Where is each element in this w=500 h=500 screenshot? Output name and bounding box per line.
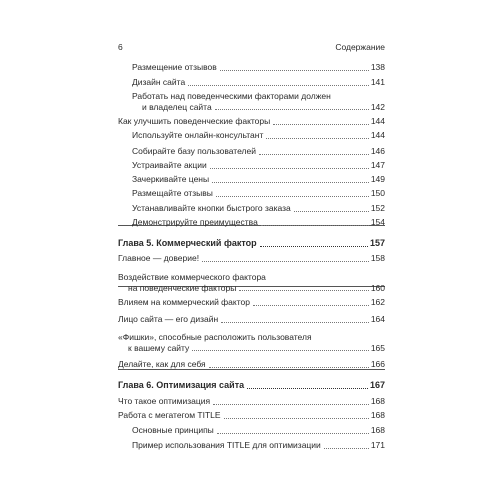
toc-entry[interactable] bbox=[118, 425, 385, 436]
dot-leader bbox=[260, 246, 368, 247]
dot-leader bbox=[261, 225, 369, 226]
toc-page-number: 164 bbox=[370, 314, 385, 324]
page-header bbox=[118, 42, 385, 54]
toc-page-number: 144 bbox=[370, 130, 385, 140]
toc-page-number: 167 bbox=[369, 380, 385, 390]
toc-entry-title: Зачеркивайте цены bbox=[132, 174, 210, 184]
toc-entry-title: Демонстрируйте преимущества bbox=[132, 217, 258, 227]
dot-leader bbox=[239, 290, 368, 291]
toc-page-number: 157 bbox=[369, 238, 385, 248]
dot-leader bbox=[217, 433, 369, 434]
toc-entry[interactable] bbox=[118, 359, 385, 370]
dot-leader bbox=[209, 367, 369, 368]
toc-chapter-entry[interactable] bbox=[118, 380, 385, 391]
toc-entry[interactable] bbox=[118, 91, 385, 112]
dot-leader bbox=[266, 138, 368, 139]
toc-entry[interactable] bbox=[118, 314, 385, 325]
dot-leader bbox=[210, 168, 369, 169]
toc-page-number: 138 bbox=[370, 62, 385, 72]
toc-chapter-entry[interactable] bbox=[118, 238, 385, 249]
toc-entry[interactable] bbox=[118, 174, 385, 185]
toc-entry-title: Работа с мегатегом TITLE bbox=[118, 410, 221, 420]
toc-page-number: 171 bbox=[370, 440, 385, 450]
dot-leader bbox=[247, 388, 368, 389]
toc-entry-title: Как улучшить поведенческие факторы bbox=[118, 116, 271, 126]
toc-entry[interactable] bbox=[118, 188, 385, 199]
toc-page-number: 162 bbox=[370, 297, 385, 307]
toc-page-number: 168 bbox=[370, 410, 385, 420]
dot-leader bbox=[220, 70, 369, 71]
dot-leader bbox=[253, 305, 369, 306]
dot-leader bbox=[216, 196, 369, 197]
toc-page-number: 152 bbox=[370, 203, 385, 213]
toc-entry[interactable] bbox=[118, 77, 385, 88]
dot-leader bbox=[294, 211, 369, 212]
toc-entry-title: Работать над поведенческими факторами должен bbox=[132, 91, 331, 101]
page-number: 6 bbox=[118, 42, 123, 52]
toc-entry-title: Устраивайте акции bbox=[132, 160, 207, 170]
dot-leader bbox=[188, 85, 369, 86]
toc-entry-title: Что такое оптимизация bbox=[118, 396, 211, 406]
toc-entry[interactable] bbox=[118, 410, 385, 421]
toc-page-number: 146 bbox=[370, 146, 385, 156]
toc-entry[interactable] bbox=[118, 253, 385, 264]
toc-entry[interactable] bbox=[118, 297, 385, 308]
toc-entry-title: на поведенческие факторы bbox=[128, 282, 237, 293]
toc-entry-title: Глава 6. Оптимизация сайта bbox=[118, 380, 245, 390]
toc-entry-title: Основные принципы bbox=[132, 425, 214, 435]
toc-entry-title: Собирайте базу пользователей bbox=[132, 146, 256, 156]
toc-entry-title: к вашему сайту bbox=[128, 342, 190, 353]
dot-leader bbox=[221, 322, 369, 323]
toc-entry[interactable] bbox=[118, 217, 385, 228]
toc-entry-title: Дизайн сайта bbox=[132, 77, 186, 87]
toc-entry-title: Используйте онлайн-консультант bbox=[132, 130, 264, 140]
toc-page-number: 160 bbox=[370, 282, 385, 293]
toc-entry-title: Пример использования TITLE для оптимизации bbox=[132, 440, 321, 450]
toc-entry[interactable] bbox=[118, 203, 385, 214]
dot-leader bbox=[212, 182, 369, 183]
toc-page-number: 149 bbox=[370, 174, 385, 184]
toc-entry[interactable] bbox=[118, 130, 385, 141]
toc-entry[interactable] bbox=[118, 146, 385, 157]
toc-page-number: 166 bbox=[370, 359, 385, 369]
toc-entry-title: Делайте, как для себя bbox=[118, 359, 206, 369]
toc-page-number: 154 bbox=[370, 217, 385, 227]
dot-leader bbox=[224, 418, 369, 419]
toc-page-number: 141 bbox=[370, 77, 385, 87]
toc-entry[interactable] bbox=[118, 332, 385, 353]
toc-page-number: 168 bbox=[370, 425, 385, 435]
toc-page-number: 168 bbox=[370, 396, 385, 406]
toc-entry-title: Главное — доверие! bbox=[118, 253, 200, 263]
toc-entry-title: и владелец сайта bbox=[142, 101, 212, 112]
toc-entry-title: Устанавливайте кнопки быстрого заказа bbox=[132, 203, 291, 213]
running-header-title: Содержание bbox=[335, 42, 385, 52]
toc-entry[interactable] bbox=[118, 116, 385, 127]
toc-entry[interactable] bbox=[118, 272, 385, 293]
toc-entry-title: «Фишки», способные расположить пользователя bbox=[118, 332, 312, 342]
toc-entry-title: Влияем на коммерческий фактор bbox=[118, 297, 250, 307]
toc-entry-title: Размещение отзывов bbox=[132, 62, 217, 72]
toc-entry[interactable] bbox=[118, 160, 385, 171]
toc-page-number: 165 bbox=[370, 342, 385, 353]
dot-leader bbox=[273, 124, 369, 125]
dot-leader bbox=[215, 109, 369, 110]
dot-leader bbox=[202, 261, 369, 262]
toc-entry[interactable] bbox=[118, 396, 385, 407]
dot-leader bbox=[324, 448, 369, 449]
toc-page-number: 142 bbox=[370, 101, 385, 112]
toc-entry[interactable] bbox=[118, 62, 385, 73]
toc-entry[interactable] bbox=[118, 440, 385, 451]
toc-entry-title: Глава 5. Коммерческий фактор bbox=[118, 238, 257, 248]
dot-leader bbox=[259, 154, 369, 155]
toc-page-number: 158 bbox=[370, 253, 385, 263]
dot-leader bbox=[192, 350, 369, 351]
toc-page-number: 147 bbox=[370, 160, 385, 170]
dot-leader bbox=[213, 404, 369, 405]
toc-entry-title: Лицо сайта — его дизайн bbox=[118, 314, 219, 324]
toc-page-number: 144 bbox=[370, 116, 385, 126]
toc-page-number: 150 bbox=[370, 188, 385, 198]
toc-entry-title: Воздействие коммерческого фактора bbox=[118, 272, 266, 282]
toc-entry-title: Размещайте отзывы bbox=[132, 188, 213, 198]
